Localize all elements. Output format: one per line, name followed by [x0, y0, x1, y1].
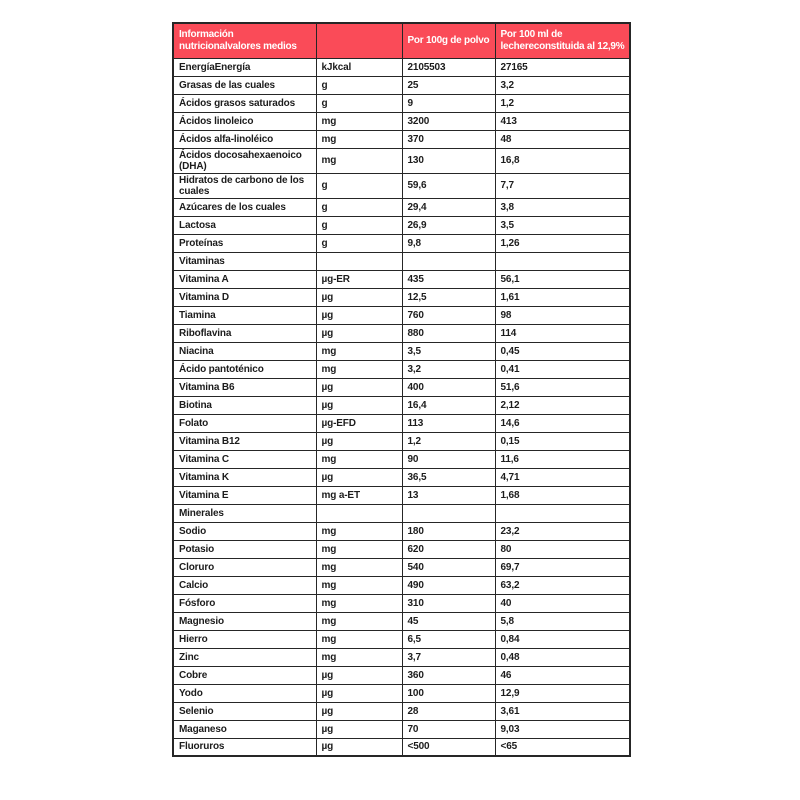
row-per100g-cell: 3200	[402, 112, 495, 130]
row-per100g-cell: 59,6	[402, 173, 495, 198]
row-per100ml-cell: 51,6	[495, 378, 630, 396]
row-label-cell: Magnesio	[173, 612, 316, 630]
row-per100g-cell: 130	[402, 148, 495, 173]
table-row	[173, 306, 630, 324]
nutrition-table-header	[173, 23, 630, 58]
section-row	[173, 504, 630, 522]
header-row	[173, 23, 630, 58]
row-unit-cell: mg	[316, 522, 402, 540]
table-row	[173, 558, 630, 576]
table-row	[173, 666, 630, 684]
section-row	[173, 252, 630, 270]
row-unit-cell: g	[316, 76, 402, 94]
row-label-cell: Ácidos grasos saturados	[173, 94, 316, 112]
row-label-cell: Minerales	[173, 504, 316, 522]
table-row	[173, 612, 630, 630]
table-row	[173, 414, 630, 432]
row-per100g-cell: 310	[402, 594, 495, 612]
row-label-cell: Proteínas	[173, 234, 316, 252]
row-label-cell: Cobre	[173, 666, 316, 684]
row-per100g-cell: <500	[402, 738, 495, 756]
row-per100ml-cell: 63,2	[495, 576, 630, 594]
row-unit-cell: mg	[316, 450, 402, 468]
table-row	[173, 112, 630, 130]
row-unit-cell: g	[316, 234, 402, 252]
header-per100ml-cell: Por 100 ml de lechereconstituida al 12,9%	[495, 23, 630, 58]
row-per100ml-cell: 413	[495, 112, 630, 130]
row-label-cell: Maganeso	[173, 720, 316, 738]
table-row	[173, 486, 630, 504]
row-unit-cell: mg a-ET	[316, 486, 402, 504]
row-unit-cell: µg	[316, 738, 402, 756]
row-per100ml-cell	[495, 252, 630, 270]
row-label-cell: Vitamina B6	[173, 378, 316, 396]
row-unit-cell: µg-ER	[316, 270, 402, 288]
row-per100ml-cell: 1,26	[495, 234, 630, 252]
row-per100ml-cell: 56,1	[495, 270, 630, 288]
header-unit-cell	[316, 23, 402, 58]
row-per100g-cell: 16,4	[402, 396, 495, 414]
row-per100ml-cell: 0,48	[495, 648, 630, 666]
row-unit-cell: kJkcal	[316, 58, 402, 76]
row-per100g-cell: 26,9	[402, 216, 495, 234]
row-per100g-cell: 760	[402, 306, 495, 324]
row-per100ml-cell: 11,6	[495, 450, 630, 468]
header-title-cell: Información nutricionalvalores medios	[173, 23, 316, 58]
row-label-cell: Tiamina	[173, 306, 316, 324]
row-label-cell: Riboflavina	[173, 324, 316, 342]
row-unit-cell: µg	[316, 684, 402, 702]
row-per100ml-cell: <65	[495, 738, 630, 756]
table-row	[173, 702, 630, 720]
row-unit-cell: mg	[316, 648, 402, 666]
row-per100ml-cell: 3,8	[495, 198, 630, 216]
row-per100g-cell: 3,2	[402, 360, 495, 378]
row-per100g-cell: 100	[402, 684, 495, 702]
row-per100ml-cell: 40	[495, 594, 630, 612]
row-label-cell: Lactosa	[173, 216, 316, 234]
table-row	[173, 324, 630, 342]
row-unit-cell	[316, 504, 402, 522]
row-unit-cell: µg	[316, 378, 402, 396]
row-unit-cell: µg	[316, 666, 402, 684]
row-per100ml-cell: 27165	[495, 58, 630, 76]
table-row	[173, 522, 630, 540]
row-per100ml-cell: 48	[495, 130, 630, 148]
row-per100ml-cell: 0,45	[495, 342, 630, 360]
row-per100g-cell: 1,2	[402, 432, 495, 450]
row-per100g-cell: 435	[402, 270, 495, 288]
row-per100ml-cell: 23,2	[495, 522, 630, 540]
row-label-cell: Vitamina B12	[173, 432, 316, 450]
row-label-cell: Ácido pantoténico	[173, 360, 316, 378]
row-unit-cell: µg	[316, 324, 402, 342]
table-row	[173, 720, 630, 738]
row-per100g-cell: 29,4	[402, 198, 495, 216]
row-per100ml-cell: 114	[495, 324, 630, 342]
row-unit-cell	[316, 252, 402, 270]
row-label-cell: Sodio	[173, 522, 316, 540]
row-unit-cell: µg	[316, 306, 402, 324]
row-per100ml-cell: 7,7	[495, 173, 630, 198]
row-per100g-cell: 25	[402, 76, 495, 94]
row-per100ml-cell: 1,2	[495, 94, 630, 112]
row-label-cell: Vitamina D	[173, 288, 316, 306]
table-row	[173, 58, 630, 76]
row-unit-cell: mg	[316, 612, 402, 630]
row-label-cell: Vitaminas	[173, 252, 316, 270]
table-row	[173, 648, 630, 666]
row-label-cell: Ácidos alfa-linoléico	[173, 130, 316, 148]
table-row	[173, 76, 630, 94]
nutrition-table-container	[172, 22, 629, 757]
row-label-cell: Folato	[173, 414, 316, 432]
table-row	[173, 540, 630, 558]
row-label-cell: Biotina	[173, 396, 316, 414]
row-per100ml-cell: 80	[495, 540, 630, 558]
table-row	[173, 396, 630, 414]
row-label-cell: Zinc	[173, 648, 316, 666]
row-label-cell: Vitamina E	[173, 486, 316, 504]
row-per100ml-cell: 0,15	[495, 432, 630, 450]
row-unit-cell: g	[316, 94, 402, 112]
row-per100ml-cell: 0,41	[495, 360, 630, 378]
table-row	[173, 450, 630, 468]
row-per100g-cell: 370	[402, 130, 495, 148]
row-label-cell: EnergíaEnergía	[173, 58, 316, 76]
header-per100g-cell: Por 100g de polvo	[402, 23, 495, 58]
row-per100g-cell: 45	[402, 612, 495, 630]
row-label-cell: Niacina	[173, 342, 316, 360]
row-unit-cell: µg	[316, 702, 402, 720]
row-unit-cell: g	[316, 216, 402, 234]
row-per100ml-cell: 9,03	[495, 720, 630, 738]
row-per100g-cell: 9,8	[402, 234, 495, 252]
row-label-cell: Calcio	[173, 576, 316, 594]
row-unit-cell: mg	[316, 540, 402, 558]
row-per100ml-cell: 0,84	[495, 630, 630, 648]
row-per100ml-cell: 3,61	[495, 702, 630, 720]
table-row	[173, 432, 630, 450]
row-per100ml-cell: 98	[495, 306, 630, 324]
row-label-cell: Fluoruros	[173, 738, 316, 756]
row-unit-cell: µg	[316, 396, 402, 414]
table-row	[173, 234, 630, 252]
row-per100g-cell: 9	[402, 94, 495, 112]
row-per100g-cell: 360	[402, 666, 495, 684]
row-unit-cell: mg	[316, 594, 402, 612]
row-unit-cell: µg	[316, 468, 402, 486]
row-label-cell: Fósforo	[173, 594, 316, 612]
table-row	[173, 342, 630, 360]
row-per100g-cell: 3,5	[402, 342, 495, 360]
row-unit-cell: mg	[316, 360, 402, 378]
row-unit-cell: µg	[316, 720, 402, 738]
row-per100g-cell	[402, 252, 495, 270]
row-per100ml-cell	[495, 504, 630, 522]
row-unit-cell: mg	[316, 630, 402, 648]
row-per100g-cell: 3,7	[402, 648, 495, 666]
row-label-cell: Hierro	[173, 630, 316, 648]
row-per100ml-cell: 3,2	[495, 76, 630, 94]
row-per100g-cell: 6,5	[402, 630, 495, 648]
table-row	[173, 738, 630, 756]
row-unit-cell: mg	[316, 130, 402, 148]
row-per100ml-cell: 46	[495, 666, 630, 684]
row-per100g-cell: 180	[402, 522, 495, 540]
row-per100g-cell: 880	[402, 324, 495, 342]
table-row	[173, 288, 630, 306]
row-unit-cell: mg	[316, 342, 402, 360]
row-per100g-cell: 540	[402, 558, 495, 576]
row-per100g-cell: 620	[402, 540, 495, 558]
table-row	[173, 378, 630, 396]
row-label-cell: Azúcares de los cuales	[173, 198, 316, 216]
row-label-cell: Vitamina K	[173, 468, 316, 486]
row-label-cell: Potasio	[173, 540, 316, 558]
row-per100ml-cell: 5,8	[495, 612, 630, 630]
row-per100ml-cell: 16,8	[495, 148, 630, 173]
nutrition-table-body	[173, 58, 630, 756]
table-row	[173, 173, 630, 198]
row-label-cell: Selenio	[173, 702, 316, 720]
row-unit-cell: mg	[316, 112, 402, 130]
row-unit-cell: µg-EFD	[316, 414, 402, 432]
row-unit-cell: g	[316, 198, 402, 216]
row-label-cell: Vitamina A	[173, 270, 316, 288]
row-per100g-cell: 12,5	[402, 288, 495, 306]
row-per100g-cell: 113	[402, 414, 495, 432]
table-row	[173, 270, 630, 288]
row-per100ml-cell: 69,7	[495, 558, 630, 576]
table-row	[173, 148, 630, 173]
table-row	[173, 94, 630, 112]
row-label-cell: Hidratos de carbono de los cuales	[173, 173, 316, 198]
row-per100ml-cell: 1,68	[495, 486, 630, 504]
row-per100g-cell: 2105503	[402, 58, 495, 76]
row-per100g-cell: 400	[402, 378, 495, 396]
table-row	[173, 684, 630, 702]
table-row	[173, 360, 630, 378]
row-per100g-cell: 28	[402, 702, 495, 720]
row-unit-cell: µg	[316, 432, 402, 450]
table-row	[173, 216, 630, 234]
table-row	[173, 468, 630, 486]
table-row	[173, 130, 630, 148]
row-per100g-cell	[402, 504, 495, 522]
row-label-cell: Grasas de las cuales	[173, 76, 316, 94]
row-per100ml-cell: 2,12	[495, 396, 630, 414]
row-per100g-cell: 490	[402, 576, 495, 594]
table-row	[173, 594, 630, 612]
table-row	[173, 630, 630, 648]
row-per100g-cell: 70	[402, 720, 495, 738]
row-unit-cell: mg	[316, 558, 402, 576]
row-label-cell: Yodo	[173, 684, 316, 702]
row-unit-cell: µg	[316, 288, 402, 306]
row-per100g-cell: 13	[402, 486, 495, 504]
table-row	[173, 198, 630, 216]
row-label-cell: Ácidos linoleico	[173, 112, 316, 130]
nutrition-table	[172, 22, 631, 757]
row-per100ml-cell: 12,9	[495, 684, 630, 702]
row-label-cell: Ácidos docosahexaenoico (DHA)	[173, 148, 316, 173]
row-unit-cell: g	[316, 173, 402, 198]
row-unit-cell: mg	[316, 148, 402, 173]
table-row	[173, 576, 630, 594]
row-unit-cell: mg	[316, 576, 402, 594]
row-label-cell: Cloruro	[173, 558, 316, 576]
row-per100ml-cell: 3,5	[495, 216, 630, 234]
row-label-cell: Vitamina C	[173, 450, 316, 468]
row-per100ml-cell: 14,6	[495, 414, 630, 432]
row-per100ml-cell: 4,71	[495, 468, 630, 486]
row-per100ml-cell: 1,61	[495, 288, 630, 306]
row-per100g-cell: 36,5	[402, 468, 495, 486]
row-per100g-cell: 90	[402, 450, 495, 468]
